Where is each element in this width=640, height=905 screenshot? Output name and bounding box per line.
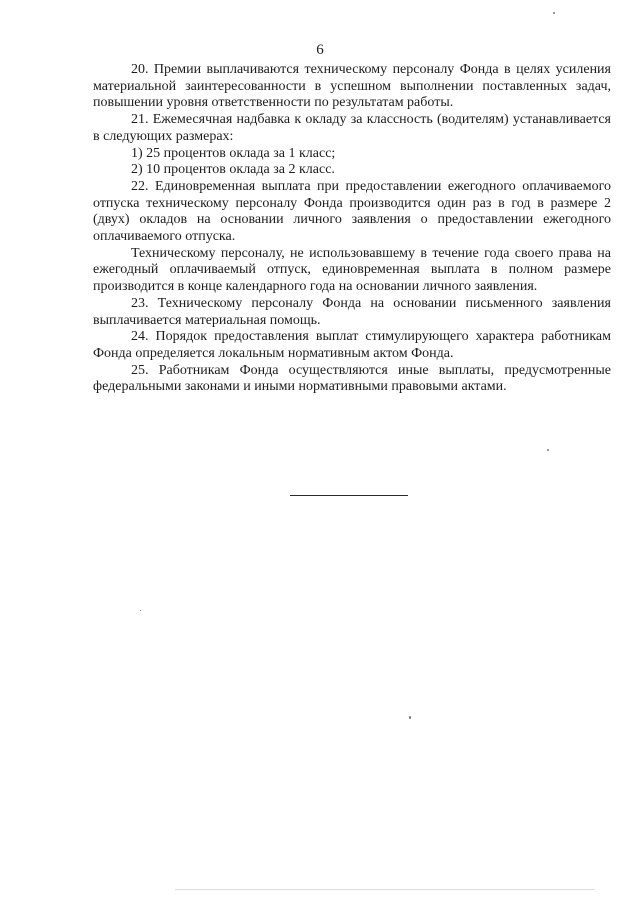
paragraph-22-continuation: Техническому персоналу, не использовавшему в течение года своего права на ежегодный оплачиваемый отпуск, единовременная выплата в полном размере производится в конце календарного года на основании личного заявления. xyxy=(93,245,611,295)
paragraph-25: 25. Работникам Фонда осуществляются иные выплаты, предусмотренные федеральными законами и иными нормативными правовыми актами. xyxy=(93,362,611,395)
document-body xyxy=(93,62,611,396)
paragraph-21: 21. Ежемесячная надбавка к окладу за классность (водителям) устанавливается в следующих размерах: xyxy=(93,112,611,144)
paragraph-22: 22. Единовременная выплата при предоставлении ежегодного оплачиваемого отпуска техническому персоналу Фонда производится один раз в год в размере 2 (двух) окладов на основании личного заявления о предоставлении ежегодного оплачиваемого отпуска. xyxy=(93,178,611,245)
list-item-class-2: 2) 10 процентов оклада за 2 класс. xyxy=(131,162,335,178)
page-number: 6 xyxy=(316,42,324,58)
paragraph-24: 24. Порядок предоставления выплат стимулирующего характера работникам Фонда определяется локальным нормативным актом Фонда. xyxy=(93,329,611,361)
scan-speck xyxy=(409,716,411,719)
paragraph-20: 20. Премии выплачиваются техническому персоналу Фонда в целях усиления материальной заинтересованности в успешном выполнении поставленных задач, повышении уровня ответственности по результатам работы. xyxy=(93,62,611,111)
paragraph-23: 23. Техническому персоналу Фонда на основании письменного заявления выплачивается материальная помощь. xyxy=(93,295,611,328)
scan-speck xyxy=(553,12,555,14)
end-separator-line xyxy=(290,495,408,496)
list-item-class-1: 1) 25 процентов оклада за 1 класс; xyxy=(131,145,336,161)
scan-speck xyxy=(547,449,549,451)
scan-edge-noise xyxy=(175,889,595,890)
scan-speck xyxy=(140,610,141,611)
